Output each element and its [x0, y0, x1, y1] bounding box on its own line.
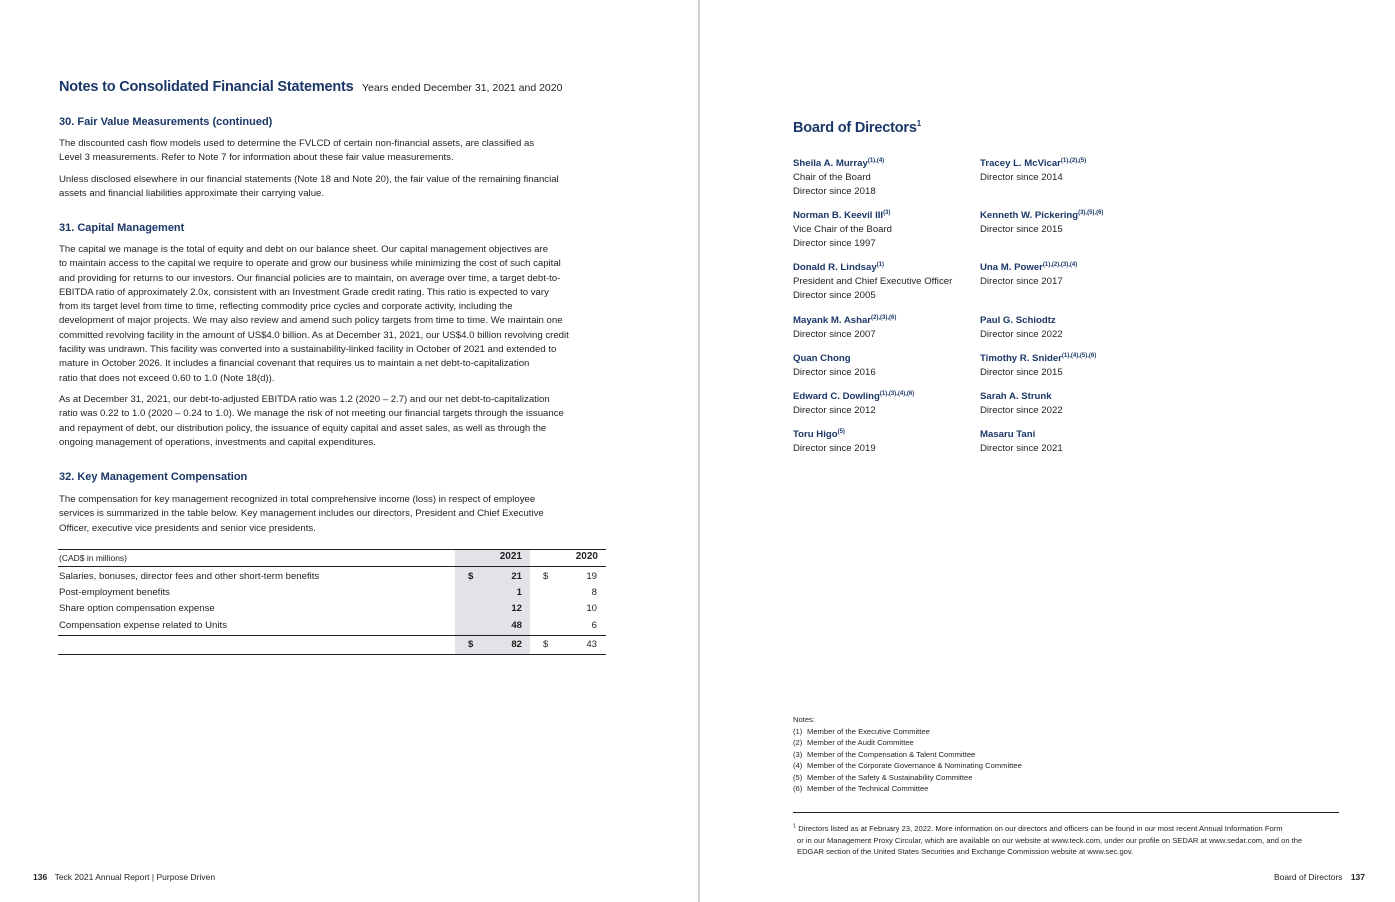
text-line: EBITDA ratio of approximately 2.0x, consistent with an Investment Grade credit rating. This ratio is expected to vary: [59, 286, 549, 298]
text-line: services is summarized in the table below. Key management includes our directors, President and Chief Executive: [59, 508, 544, 520]
director-entry: [980, 428, 1063, 456]
note-item: (1) Member of the Executive Committee: [793, 726, 930, 736]
table-cell-2021: 21: [511, 571, 522, 582]
director-since: Director since 2015: [980, 367, 1063, 379]
table-row-label: Post-employment benefits: [59, 587, 170, 598]
text-line: ratio that does not exceed 0.60 to 1.0 (Note 18(d)).: [59, 372, 275, 384]
table-bottom-rule: [58, 654, 606, 655]
director-name: Masaru Tani: [980, 429, 1036, 440]
right-page: [700, 0, 1395, 902]
left-footer: [33, 872, 215, 882]
committee-markers: (3),(5),(6): [1078, 209, 1104, 216]
director-entry: [793, 428, 876, 456]
table-total-rule: [58, 635, 606, 636]
committee-notes: [793, 714, 1022, 795]
table-header-2020: 2020: [575, 551, 598, 562]
director-since: Director since 2005: [793, 290, 876, 302]
director-name: Sheila A. Murray$^{(1),(4)}$: [793, 157, 885, 169]
text-line: Unless disclosed elsewhere in our financial statements (Note 18 and Note 20), the fair value of the remaining financial: [59, 174, 559, 185]
table-total-2020: 43: [586, 639, 597, 650]
section-30-heading: 30. Fair Value Measurements (continued): [59, 116, 273, 128]
committee-markers: (1),(4): [867, 157, 885, 164]
footnote: [793, 823, 1302, 858]
director-since: Director since 2017: [980, 276, 1063, 288]
director-name: Timothy R. Snider$^{(1),(4),(5),(6)}$: [980, 352, 1097, 364]
committee-markers: (1),(4),(5),(6): [1061, 352, 1097, 359]
committee-markers: (2),(3),(6): [871, 314, 897, 321]
director-entry: [793, 209, 892, 252]
table-cell-2020: 10: [586, 603, 597, 614]
director-since: Director since 2007: [793, 329, 876, 341]
table-cell-2020: 6: [591, 620, 597, 631]
director-entry: [980, 209, 1103, 237]
director-entry: [980, 261, 1077, 289]
note-item: (5) Member of the Safety & Sustainability Committee: [793, 772, 973, 782]
committee-markers: (1),(2),(5): [1060, 157, 1087, 164]
text-line: ongoing management of operations, investments and capital expenditures.: [59, 436, 376, 448]
note-item: (6) Member of the Technical Committee: [793, 784, 929, 793]
text-line: The capital we manage is the total of equity and debt on our balance sheet. Our capital management objectives are: [59, 244, 549, 255]
director-since: Director since 2022: [980, 405, 1063, 417]
notes-label: Notes:: [793, 715, 815, 724]
currency-symbol: $: [468, 571, 474, 582]
right-footer: [1274, 872, 1365, 882]
notes-title: Notes to Consolidated Financial Statements: [59, 79, 354, 95]
text-line: The discounted cash flow models used to determine the FVLCD of certain non-financial assets, are classified as: [59, 138, 535, 149]
table-header-rule: [58, 566, 606, 567]
page-title: [59, 78, 562, 96]
text-line: from its target level from time to time, reflecting commodity price cycles and corporate activity, including the: [59, 301, 513, 313]
table-total-2021: 82: [511, 639, 522, 650]
table-row-label: Compensation expense related to Units: [59, 620, 227, 631]
director-name: Quan Chong: [793, 353, 851, 364]
text-line: committed revolving facility in the amount of US$4.0 billion. As at December 31, 2021, our US$4.0 billion revolving credit: [59, 329, 569, 341]
section-31-paragraph-1: [59, 243, 607, 386]
page-number: 137: [1350, 872, 1365, 882]
director-entry: [793, 352, 876, 380]
director-entry: [793, 157, 884, 200]
footnote-line: $^1$ Directors listed as at February 23, 2022. More information on our directors and officers can be found in our most recent Annual Information Form: [793, 823, 1283, 833]
text-line: to maintain access to the capital we require to operate and grow our business while minimizing the cost of such capital: [59, 258, 561, 270]
currency-symbol: $: [543, 639, 549, 650]
director-since: Director since 2019: [793, 443, 876, 455]
director-since: Director since 2022: [980, 329, 1063, 341]
committee-markers: (3): [883, 209, 891, 216]
text-line: Level 3 measurements. Refer to Note 7 for information about these fair value measurements.: [59, 152, 454, 164]
footnote-line: EDGAR section of the United States Securities and Exchange Commission website at www.sec.gov.: [797, 847, 1134, 857]
director-name: Tracey L. McVicar$^{(1),(2),(5)}$: [980, 157, 1087, 169]
text-line: mature in October 2026. It includes a financial covenant that requires us to maintain a net debt-to-capitalization: [59, 358, 530, 370]
table-row-label: Salaries, bonuses, director fees and other short-term benefits: [59, 571, 320, 582]
director-since: Director since 2015: [980, 224, 1063, 236]
director-name: Sarah A. Strunk: [980, 391, 1052, 402]
director-name: Edward C. Dowling$^{(1),(3),(4),(6)}$: [793, 390, 915, 402]
committee-markers: (1),(3),(4),(6): [879, 390, 915, 397]
director-name: Mayank M. Ashar$^{(2),(3),(6)}$: [793, 314, 897, 326]
footnote-marker: 1: [793, 823, 797, 830]
table-row-label: Share option compensation expense: [59, 603, 215, 614]
note-item: (4) Member of the Corporate Governance & Nominating Committee: [793, 761, 1022, 770]
director-since: Director since 1997: [793, 238, 876, 250]
director-since: Director since 2016: [793, 367, 876, 379]
footer-text: Board of Directors: [1273, 872, 1343, 882]
director-role: President and Chief Executive Officer: [793, 276, 953, 288]
footer-text: Teck 2021 Annual Report | Purpose Driven: [54, 872, 216, 882]
text-line: facility was undrawn. This facility was converted into a sustainability-linked facility in October of 2021 and extended to: [59, 344, 557, 356]
text-line: As at December 31, 2021, our debt-to-adjusted EBITDA ratio was 1.2 (2020 – 2.7) and our net debt-to-capitalization: [59, 394, 550, 405]
text-line: The compensation for key management recognized in total comprehensive income (loss) in respect of employee: [59, 494, 536, 505]
table-cell-2020: 8: [591, 587, 597, 598]
director-name: Una M. Power$^{(1),(2),(3),(4)}$: [980, 261, 1078, 273]
note-item: (3) Member of the Compensation & Talent Committee: [793, 749, 976, 759]
section-32-paragraph-1: [59, 493, 607, 536]
section-31-heading: 31. Capital Management: [59, 222, 185, 234]
section-31-paragraph-2: [59, 393, 607, 450]
director-since: Director since 2021: [980, 443, 1063, 455]
section-30-paragraph-2: [59, 173, 607, 202]
director-entry: [793, 261, 952, 304]
text-line: assets and financial liabilities approximate their carrying value.: [59, 188, 325, 200]
board-title: [793, 119, 921, 136]
director-name: Norman B. Keevil III$^{(3)}$: [793, 209, 891, 221]
director-role: Chair of the Board: [793, 172, 871, 184]
committee-markers: (1),(2),(3),(4): [1042, 261, 1078, 268]
director-entry: [980, 314, 1063, 342]
director-role: Vice Chair of the Board: [793, 224, 893, 236]
table-cell-2021: 1: [516, 587, 522, 598]
director-name: Toru Higo$^{(5)}$: [793, 428, 845, 440]
director-since: Director since 2012: [793, 405, 876, 417]
footnote-line: or in our Management Proxy Circular, which are available on our website at www.teck.com, under our profile on SEDAR at www.sedar.com, and on the: [797, 835, 1303, 845]
table-top-rule: [58, 549, 606, 550]
footnote-rule: [793, 812, 1339, 813]
notes-subtitle: Years ended December 31, 2021 and 2020: [362, 82, 563, 94]
table-cell-2021: 48: [511, 620, 522, 631]
director-entry: [980, 390, 1063, 418]
committee-markers: (5): [837, 428, 845, 435]
table-cell-2020: 19: [586, 571, 597, 582]
table-unit-label: (CAD$ in millions): [59, 553, 128, 563]
note-item: (2) Member of the Audit Committee: [793, 738, 914, 747]
director-name: Paul G. Schiodtz: [980, 315, 1056, 326]
currency-symbol: $: [468, 639, 474, 650]
board-title-text: Board of Directors: [793, 119, 917, 136]
text-line: and providing for returns to our investors. Our financial policies are to maintain, on average over time, a target debt-to-: [59, 272, 561, 284]
director-entry: [980, 352, 1096, 380]
text-line: Officer, executive vice presidents and senior vice presidents.: [59, 522, 316, 534]
currency-symbol: $: [543, 571, 549, 582]
director-name: Kenneth W. Pickering$^{(3),(5),(6)}$: [980, 209, 1104, 221]
table-cell-2021: 12: [511, 603, 522, 614]
text-line: ratio was 0.22 to 1.0 (2020 – 0.24 to 1.0). We manage the risk of not meeting our financial targets through the issuance: [59, 408, 564, 420]
section-30-paragraph-1: [59, 137, 607, 166]
text-line: development of major projects. We may also review and amend such policy targets from time to time. We maintain one: [59, 315, 563, 327]
page-number: 136: [33, 872, 48, 882]
committee-markers: (1): [876, 261, 885, 268]
section-32-heading: 32. Key Management Compensation: [59, 471, 248, 483]
text-line: and repayment of debt, our distribution policy, the issuance of equity capital and asset sales, as well as through the: [59, 422, 547, 434]
director-since: Director since 2014: [980, 172, 1063, 184]
director-entry: [793, 314, 896, 342]
director-name: Donald R. Lindsay$^{(1)}$: [793, 261, 885, 273]
director-entry: [980, 157, 1086, 185]
director-since: Director since 2018: [793, 186, 876, 198]
table-header-2021: 2021: [499, 551, 522, 562]
board-title-footnote-marker: 1: [916, 119, 921, 128]
director-entry: [793, 390, 914, 418]
